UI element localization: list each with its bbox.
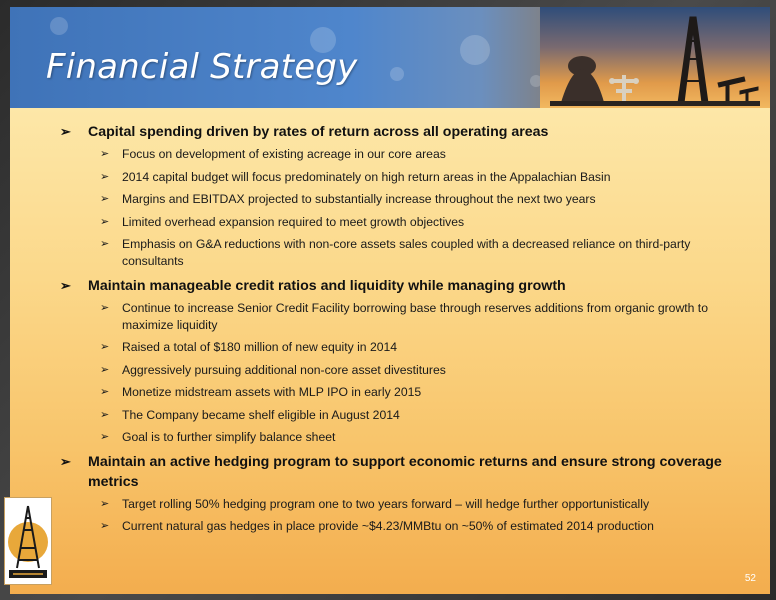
section-heading: Capital spending driven by rates of return across all operating areas bbox=[88, 124, 549, 140]
list-item-text: Limited overhead expansion required to meet growth objectives bbox=[122, 214, 465, 229]
list-item bbox=[88, 362, 750, 379]
content-panel bbox=[10, 108, 770, 594]
list-item-text: Aggressively pursuing additional non-core asset divestitures bbox=[122, 362, 446, 377]
list-item bbox=[88, 236, 750, 270]
list-item-text: Target rolling 50% hedging program one to two years forward – will hedge further opportunistically bbox=[122, 496, 650, 511]
list-item bbox=[88, 384, 750, 401]
list-item bbox=[88, 214, 750, 231]
list-item-text: Raised a total of $180 million of new equity in 2014 bbox=[122, 340, 398, 354]
list-item-text: Current natural gas hedges in place provide ~$4.23/MMBtu on ~50% of estimated 2014 production bbox=[122, 519, 654, 533]
arrow-bullet-icon: ➢ bbox=[100, 408, 110, 421]
list-item-text: The Company became shelf eligible in August 2014 bbox=[122, 407, 400, 422]
section-heading: Maintain manageable credit ratios and liquidity while managing growth bbox=[88, 277, 566, 294]
page-number: 52 bbox=[744, 573, 756, 584]
list-item bbox=[88, 339, 750, 356]
arrow-bullet-icon: ➢ bbox=[100, 193, 110, 205]
arrow-bullet-icon: ➢ bbox=[100, 148, 110, 160]
slide-header bbox=[10, 7, 770, 108]
arrow-bullet-icon: ➢ bbox=[100, 363, 110, 376]
decorative-dot bbox=[390, 67, 404, 81]
slide-title: Financial Strategy bbox=[46, 47, 358, 87]
list-item bbox=[88, 300, 750, 334]
arrow-bullet-icon: ➢ bbox=[100, 341, 110, 353]
list-item-text: 2014 capital budget will focus predominately on high return areas in the Appalachian Basin bbox=[122, 169, 611, 184]
list-item-text: Monetize midstream assets with MLP IPO in early 2015 bbox=[122, 385, 422, 399]
arrow-bullet-icon: ➢ bbox=[100, 386, 110, 398]
decorative-dot bbox=[50, 17, 68, 35]
list-item-text: Goal is to further simplify balance sheet bbox=[122, 430, 336, 444]
arrow-bullet-icon: ➢ bbox=[100, 431, 110, 443]
list-item bbox=[88, 518, 750, 535]
derrick-logo-icon bbox=[4, 497, 52, 585]
arrow-bullet-icon: ➢ bbox=[100, 520, 110, 532]
section-capital-spending bbox=[60, 122, 750, 270]
arrow-bullet-icon: ➢ bbox=[100, 497, 110, 510]
section-heading: Maintain an active hedging program to support economic returns and ensure strong coverage metrics bbox=[88, 453, 722, 490]
sub-bullet-list bbox=[88, 300, 750, 447]
list-item bbox=[88, 146, 750, 163]
list-item bbox=[88, 429, 750, 446]
list-item bbox=[88, 496, 750, 513]
oil-derrick-image bbox=[550, 11, 760, 106]
bullet-list bbox=[60, 122, 750, 541]
list-item-text: Focus on development of existing acreage in our core areas bbox=[122, 147, 446, 161]
list-item bbox=[88, 169, 750, 186]
section-hedging-program bbox=[60, 452, 750, 536]
sub-bullet-list bbox=[88, 146, 750, 270]
arrow-bullet-icon: ➢ bbox=[100, 215, 110, 228]
list-item-text: Emphasis on G&A reductions with non-core assets sales coupled with a decreased reliance on third-party consultants bbox=[122, 237, 691, 268]
section-credit-ratios bbox=[60, 276, 750, 447]
arrow-bullet-icon: ➢ bbox=[100, 170, 110, 183]
decorative-dot bbox=[460, 35, 490, 65]
arrow-bullet-icon: ➢ bbox=[60, 124, 71, 139]
arrow-bullet-icon: ➢ bbox=[100, 301, 110, 314]
arrow-bullet-icon: ➢ bbox=[100, 238, 110, 250]
list-item bbox=[88, 407, 750, 424]
sub-bullet-list bbox=[88, 496, 750, 536]
list-item-text: Continue to increase Senior Credit Facility borrowing base through reserves additions from organic growth to maximize liquidity bbox=[122, 300, 708, 332]
arrow-bullet-icon: ➢ bbox=[60, 277, 71, 293]
list-item bbox=[88, 191, 750, 208]
arrow-bullet-icon: ➢ bbox=[60, 453, 71, 469]
list-item-text: Margins and EBITDAX projected to substantially increase throughout the next two years bbox=[122, 192, 596, 206]
